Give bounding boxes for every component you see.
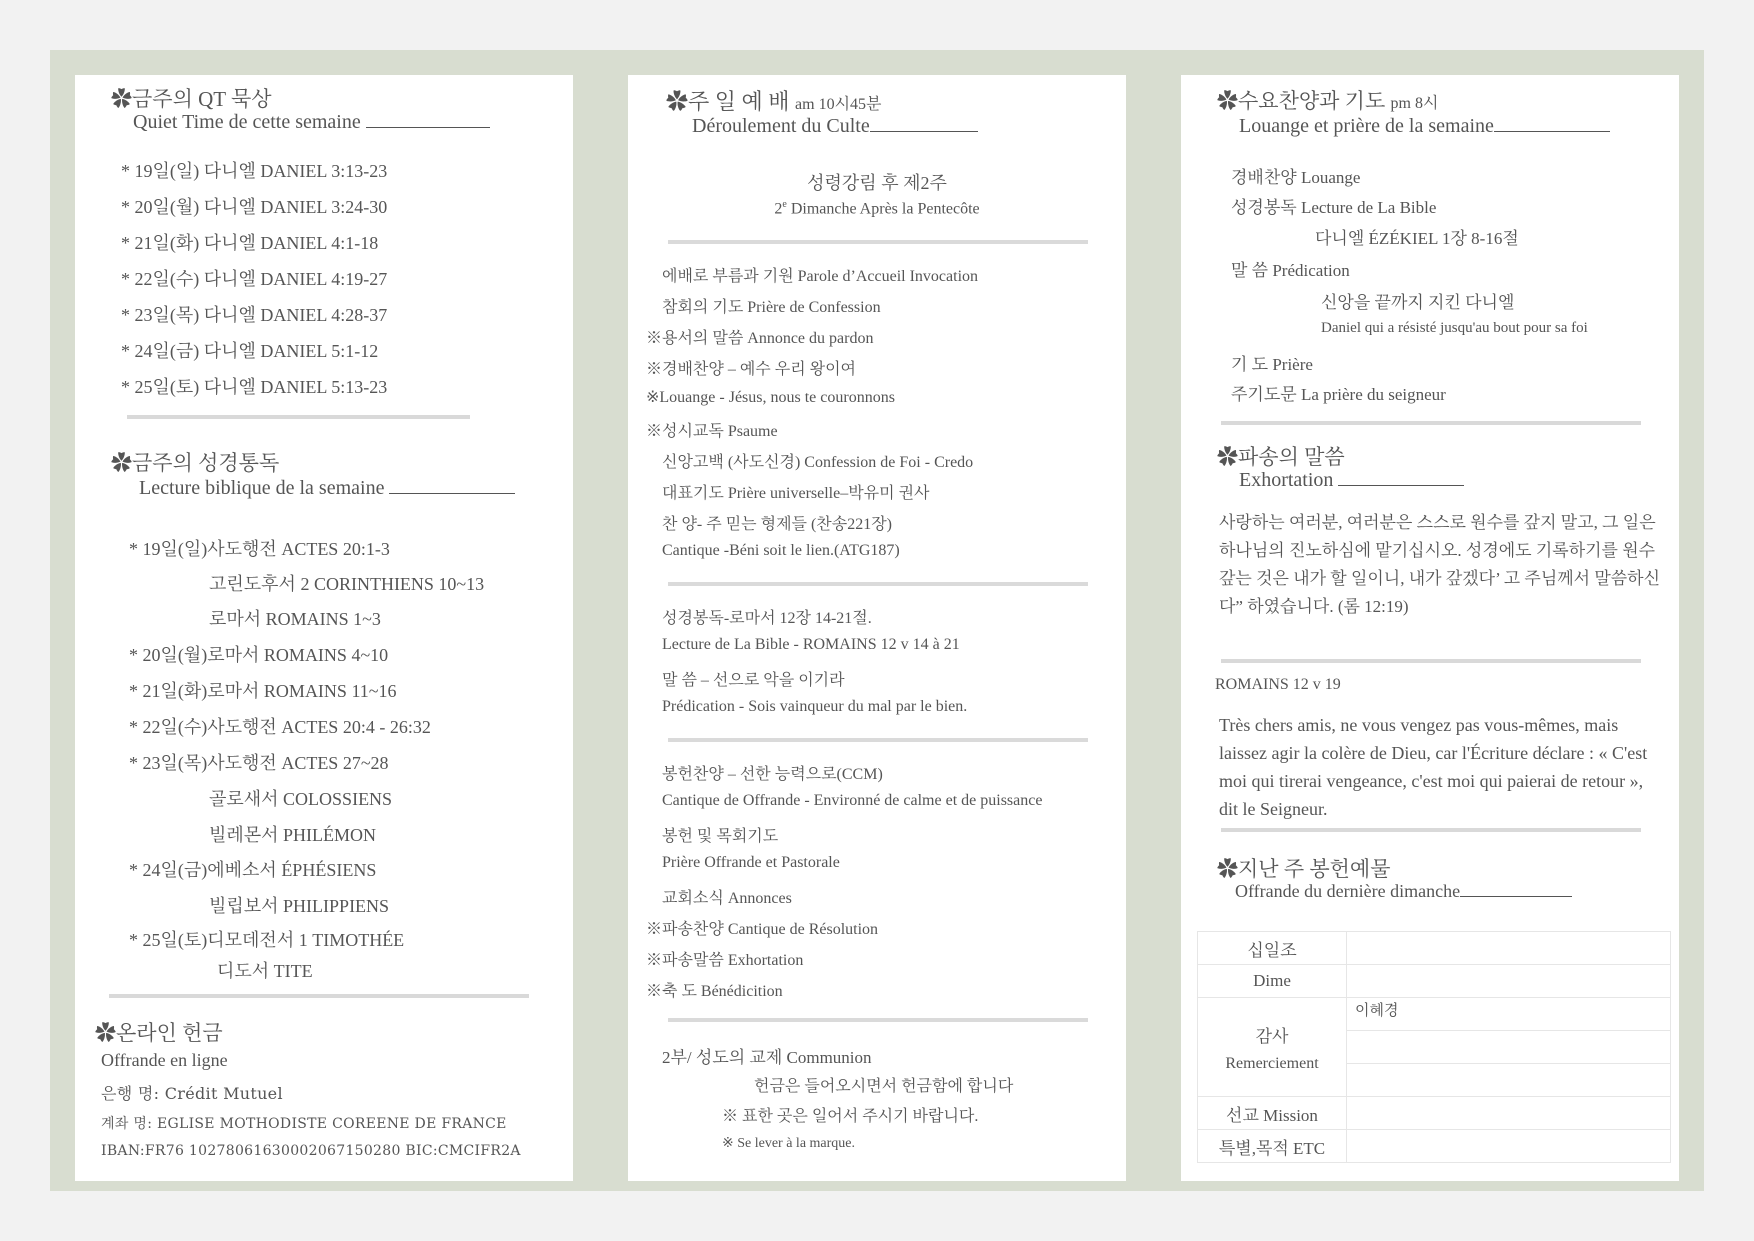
order-item: Lecture de La Bible - ROMAINS 12 v 14 à 21 (662, 636, 960, 653)
worship-time: am 10시45분 (795, 96, 882, 113)
order-item: 참회의 기도 Prière de Confession (662, 299, 881, 316)
wed-item: 말 씀 Prédication (1231, 261, 1350, 280)
special-label: 특별,목적 ETC (1198, 1130, 1347, 1163)
tithe-value (1347, 932, 1671, 965)
communion: 2부/ 성도의 교제 Communion (662, 1048, 872, 1067)
thanks-name: 이혜경 (1347, 998, 1671, 1031)
order-item: Prière Offrande et Pastorale (662, 854, 840, 871)
note-offering: 헌금은 들어오시면서 헌금함에 합니다 (754, 1078, 1014, 1095)
wed-item: 주기도문 La prière du seigneur (1231, 385, 1446, 404)
offering-title: ✿지난 주 봉헌예물 (1217, 857, 1391, 881)
qt-item: * 21일(화) 다니엘 DANIEL 4:1-18 (121, 233, 379, 253)
order-item: Cantique -Béni soit le lien.(ATG187) (662, 542, 900, 559)
qt-item: * 23일(목) 다니엘 DANIEL 4:28-37 (121, 305, 388, 325)
divider (668, 1018, 1088, 1022)
reading-item: * 25일(토)디모데전서 1 TIMOTHÉE (129, 930, 405, 950)
order-item: Prédication - Sois vainqueur du mal par le bien. (662, 698, 968, 715)
left-panel (75, 75, 573, 1181)
account-name: 계좌 명: EGLISE MOTHODISTE COREENE DE FRANCE (101, 1116, 507, 1132)
order-item: ※Louange - Jésus, nous te couronnons (646, 389, 895, 406)
middle-panel (628, 75, 1126, 1181)
reading-item: 빌립보서 PHILIPPIENS (209, 896, 390, 916)
order-item: Cantique de Offrande - Environné de calme et de puissance (662, 792, 1043, 809)
exhortation-french: Très chers amis, ne vous vengez pas vous-mêmes, mais laissez agir la colère de Dieu, car l'Écriture déclare : « C'est moi qui tirerai vengeance, c'est moi qui paierai de retour », dit le Seigneur. (1219, 715, 1648, 819)
offering-subtitle: Offrande du dernière dimanche (1235, 881, 1572, 902)
worship-subtitle: Déroulement du Culte (692, 115, 978, 138)
reading-subtitle: Lecture biblique de la semaine (139, 477, 515, 500)
mission-label: 선교 Mission (1198, 1097, 1347, 1130)
reading-item: * 23일(목)사도행전 ACTES 27~28 (129, 753, 389, 773)
order-item: ※용서의 말씀 Annonce du pardon (646, 330, 874, 347)
qt-item: * 25일(토) 다니엘 DANIEL 5:13-23 (121, 377, 388, 397)
wed-item: 기 도 Prière (1231, 355, 1313, 374)
order-item: ※성시교독 Psaume (646, 423, 778, 440)
divider (127, 415, 470, 419)
divider (668, 240, 1088, 244)
week-korean: 성령강림 후 제2주 (807, 173, 947, 193)
order-item: ※파송찬양 Cantique de Résolution (646, 921, 879, 938)
reading-item: 골로새서 COLOSSIENS (209, 789, 393, 809)
reading-item: 빌레몬서 PHILÉMON (209, 825, 377, 845)
exhortation-korean: 사랑하는 여러분, 여러분은 스스로 원수를 갚지 말고, 그 일은 하나님의 진노하심에 맡기십시오. 성경에도 기록하기를 원수 갚는 것은 내가 할 일이니, 내가 갚겠다’ 고 주님께서 말씀하신다” 하였습니다. (롬 12:19) (1219, 513, 1661, 616)
order-item: ※경배찬양 – 예수 우리 왕이여 (646, 361, 857, 378)
wed-item: 신앙을 끝까지 지킨 다니엘 (1321, 293, 1515, 312)
scripture-reference: ROMAINS 12 v 19 (1215, 676, 1341, 693)
right-panel (1181, 75, 1679, 1181)
thanks-value (1347, 1064, 1671, 1097)
week-french: 2e Dimanche Après la Pentecôte (774, 199, 980, 218)
order-item: 교회소식 Annonces (662, 890, 792, 907)
reading-item: * 24일(금)에베소서 ÉPHÉSIENS (129, 860, 377, 880)
wednesday-subtitle: Louange et prière de la semaine (1239, 115, 1610, 138)
exhortation-subtitle: Exhortation (1239, 469, 1464, 492)
divider (1221, 421, 1641, 425)
order-item: 성경봉독-로마서 12장 14-21절. (662, 610, 872, 627)
divider (1221, 828, 1641, 832)
iban: IBAN:FR76 10278061630002067150280 BIC:CMCIFR2A (101, 1143, 521, 1159)
qt-title: ✿금주의 QT 묵상 (111, 87, 272, 111)
offering-table (1197, 931, 1671, 1163)
reading-item: * 20일(월)로마서 ROMAINS 4~10 (129, 645, 389, 665)
divider (1221, 659, 1641, 663)
order-item: 찬 양- 주 믿는 형제들 (찬송221장) (662, 516, 893, 533)
special-value (1347, 1130, 1671, 1163)
wed-item: 성경봉독 Lecture de La Bible (1231, 198, 1437, 217)
reading-title: ✿금주의 성경통독 (111, 451, 280, 475)
reading-item: 디도서 TITE (217, 961, 313, 981)
divider (668, 582, 1088, 586)
note-stand-fr: ※ Se lever à la marque. (722, 1136, 856, 1151)
qt-item: * 19일(일) 다니엘 DANIEL 3:13-23 (121, 161, 388, 181)
qt-item: * 20일(월) 다니엘 DANIEL 3:24-30 (121, 197, 388, 217)
note-stand-ko: ※ 표한 곳은 일어서 주시기 바랍니다. (722, 1108, 979, 1125)
reading-item: * 22일(수)사도행전 ACTES 20:4 - 26:32 (129, 717, 431, 737)
wednesday-title: ✿수요찬양과 기도 pm 8시 (1217, 89, 1439, 113)
worship-title: ✿주 일 예 배 am 10시45분 (666, 89, 882, 114)
tithe-label: 십일조 (1198, 932, 1347, 965)
tithe-value (1347, 965, 1671, 998)
mission-value (1347, 1097, 1671, 1130)
reading-item: 로마서 ROMAINS 1~3 (209, 609, 381, 629)
divider (109, 994, 529, 998)
wednesday-time: pm 8시 (1390, 95, 1439, 112)
online-subtitle: Offrande en ligne (101, 1050, 228, 1070)
thanks-label: 감사 Remerciement (1198, 998, 1347, 1097)
qt-item: * 24일(금) 다니엘 DANIEL 5:1-12 (121, 341, 379, 361)
wed-item: Daniel qui a résisté jusqu'au bout pour sa foi (1321, 320, 1588, 336)
wed-item: 경배찬양 Louange (1231, 168, 1361, 187)
bank-name: 은행 명: Crédit Mutuel (101, 1084, 283, 1103)
order-item: 신앙고백 (사도신경) Confession de Foi - Credo (662, 454, 974, 471)
order-item: 에배로 부름과 기원 Parole d’Accueil Invocation (662, 268, 979, 285)
reading-item: 고린도후서 2 CORINTHIENS 10~13 (209, 574, 485, 594)
order-item: ※파송말씀 Exhortation (646, 952, 804, 969)
reading-item: * 19일(일)사도행전 ACTES 20:1-3 (129, 539, 390, 559)
order-item: 말 씀 – 선으로 악을 이기라 (662, 672, 845, 689)
order-item: 대표기도 Prière universelle–박유미 권사 (662, 485, 930, 502)
online-title: ✿온라인 헌금 (95, 1021, 223, 1045)
qt-item: * 22일(수) 다니엘 DANIEL 4:19-27 (121, 269, 388, 289)
tithe-label-fr: Dime (1198, 965, 1347, 998)
wed-item: 다니엘 ÉZÉKIEL 1장 8-16절 (1315, 229, 1519, 248)
order-item: ※축 도 Bénédicition (646, 983, 783, 1000)
order-item: 봉헌 및 목회기도 (662, 828, 779, 845)
thanks-value (1347, 1031, 1671, 1064)
exhortation-title: ✿파송의 말씀 (1217, 445, 1345, 469)
reading-item: * 21일(화)로마서 ROMAINS 11~16 (129, 681, 397, 701)
order-item: 봉헌찬양 – 선한 능력으로(CCM) (662, 766, 883, 783)
divider (668, 738, 1088, 742)
qt-subtitle: Quiet Time de cette semaine (133, 111, 490, 134)
